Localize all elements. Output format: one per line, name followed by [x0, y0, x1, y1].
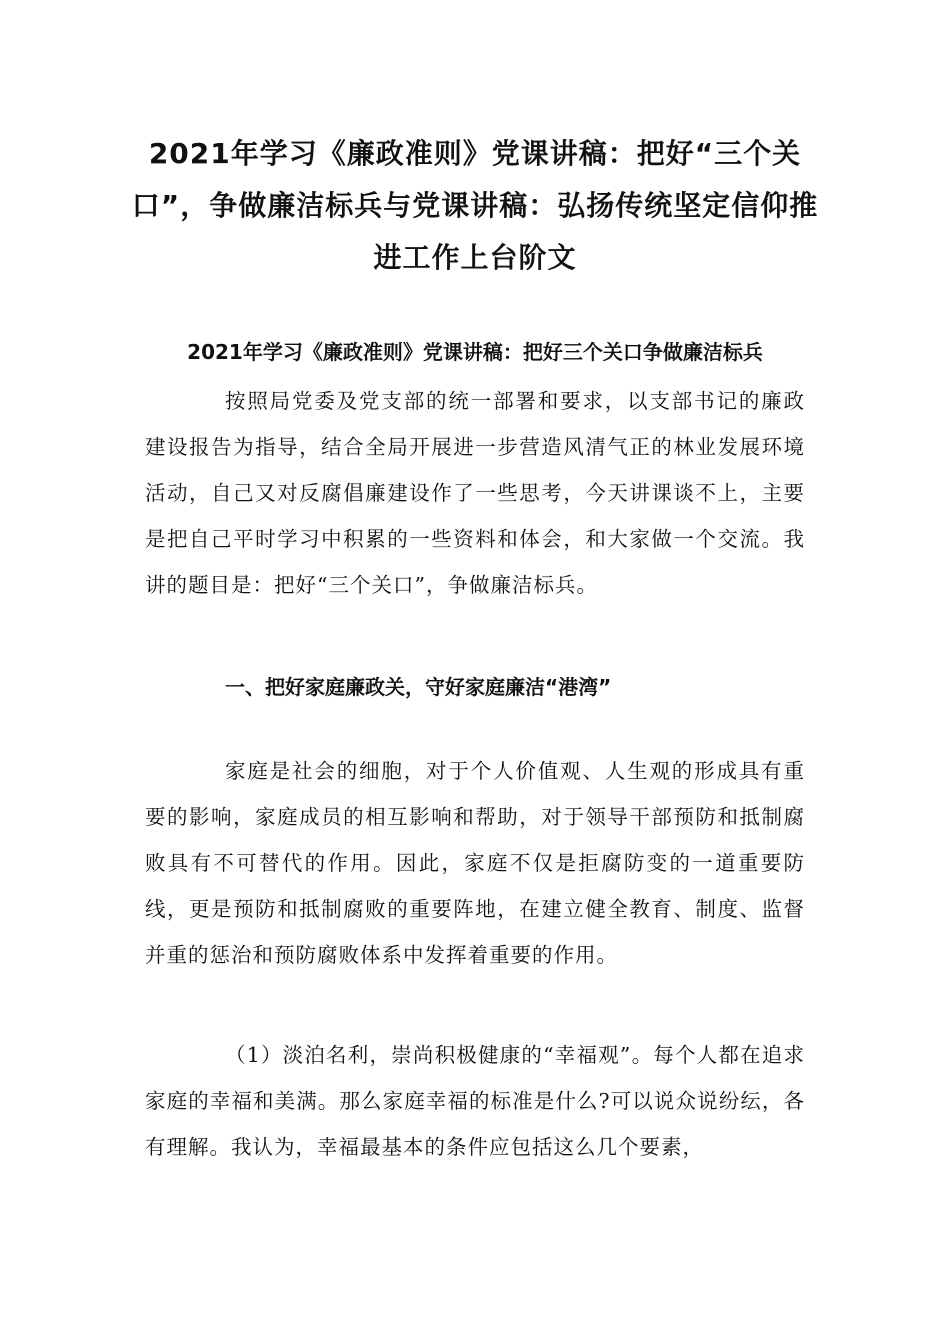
intro-paragraph: 按照局党委及党支部的统一部署和要求，以支部书记的廉政建设报告为指导，结合全局开展进一步营造风清气正的林业发展环境活动，自己又对反腐倡廉建设作了一些思考，今天讲课谈不上，主要是把自己平时学习中积累的一些资料和体会，和大家做一个交流。我讲的题目是：把好“三个关口”，争做廉洁标兵。 [145, 389, 805, 597]
document-subtitle: 2021年学习《廉政准则》党课讲稿：把好三个关口争做廉洁标兵 [187, 340, 763, 364]
document-title: 2021年学习《廉政准则》党课讲稿：把好“三个关口”，争做廉洁标兵与党课讲稿：弘扬传统坚定信仰推进工作上台阶文 [131, 137, 819, 274]
section-heading-1: 一、把好家庭廉政关，守好家庭廉洁“港湾” [225, 675, 612, 699]
point-1-paragraph: （1）淡泊名利，崇尚积极健康的“幸福观”。每个人都在追求家庭的幸福和美满。那么家庭幸福的标准是什么?可以说众说纷纭，各有理解。我认为，幸福最基本的条件应包括这么几个要素， [145, 1043, 805, 1159]
section-1-paragraph: 家庭是社会的细胞，对于个人价值观、人生观的形成具有重要的影响，家庭成员的相互影响和帮助，对于领导干部预防和抵制腐败具有不可替代的作用。因此，家庭不仅是拒腐防变的一道重要防线，更是预防和抵制腐败的重要阵地，在建立健全教育、制度、监督并重的惩治和预防腐败体系中发挥着重要的作用。 [145, 759, 805, 967]
